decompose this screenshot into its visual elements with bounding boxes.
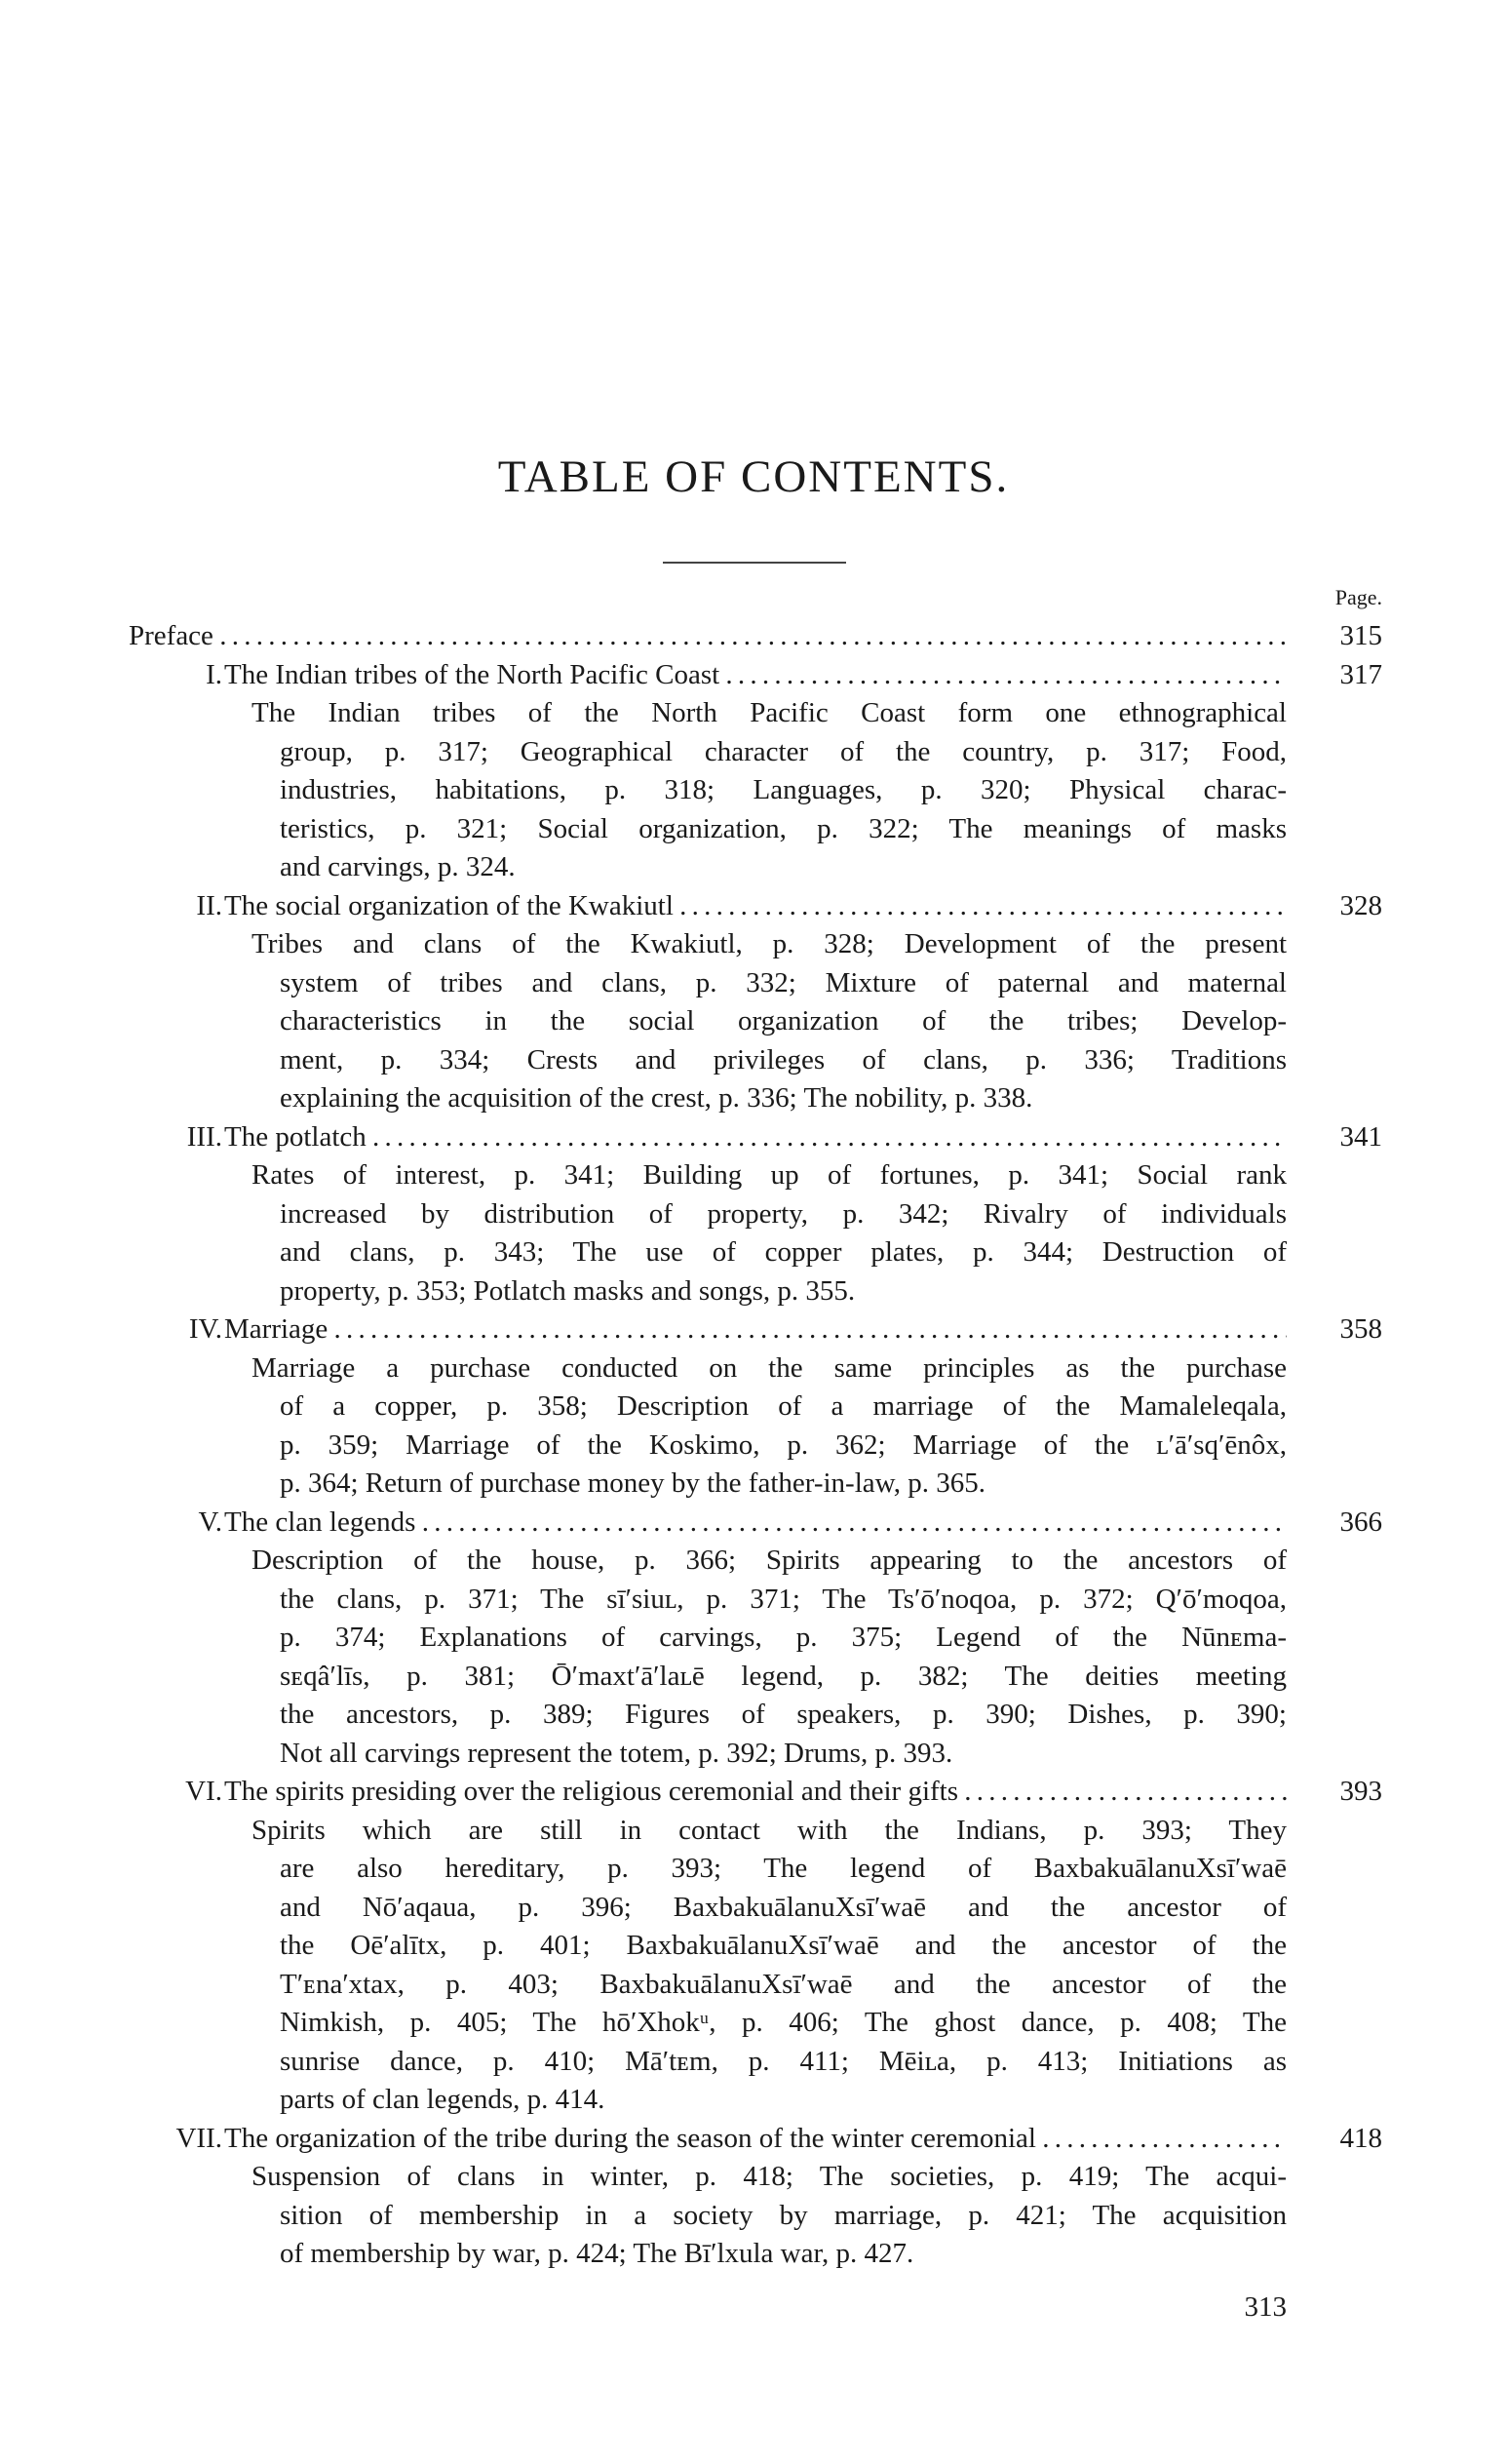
chapter-summary-line: and clans, p. 343; The use of copper plates, p. 344; Destruction of bbox=[280, 1236, 1287, 1268]
chapter-title: The social organization of the Kwakiutl . . . bbox=[224, 887, 1287, 926]
chapter-page: 315 bbox=[1339, 620, 1382, 651]
chapter-numeral: I. bbox=[206, 658, 222, 690]
chapter-summary-line: p. 359; Marriage of the Koskimo, p. 362; Marriage of the ʟ′ā′sq′ēnôx, bbox=[280, 1428, 1287, 1461]
chapter-numeral: VI. bbox=[185, 1776, 222, 1807]
chapter-summary-line: Rates of interest, p. 341; Building up of fortunes, p. 341; Social rank bbox=[251, 1159, 1287, 1191]
chapter-page: 341 bbox=[1339, 1120, 1382, 1153]
chapter-summary-line: sᴇqâ′līs, p. 381; Ō′maxt′ā′laʟē legend, p. 382; The deities meeting bbox=[280, 1660, 1287, 1692]
chapter-title: The clan legends . . . bbox=[224, 1504, 1287, 1543]
chapter-summary-line: explaining the acquisition of the crest, p. 336; The nobility, p. 338. bbox=[280, 1082, 1033, 1114]
chapter-summary-line: Description of the house, p. 366; Spirits appearing to the ancestors of bbox=[251, 1545, 1287, 1576]
chapter-title: The Indian tribes of the North Pacific Coast . . . bbox=[224, 656, 1287, 695]
chapter-summary-line: p. 374; Explanations of carvings, p. 375; Legend of the Nūnᴇma- bbox=[280, 1622, 1287, 1653]
chapter-page: 328 bbox=[1339, 889, 1382, 921]
chapter-summary-line: Marriage a purchase conducted on the same principles as the purchase bbox=[251, 1351, 1287, 1384]
chapter-summary-line: teristics, p. 321; Social organization, p. 322; The meanings of masks bbox=[280, 812, 1287, 844]
chapter-title: Preface . . . bbox=[129, 617, 1287, 656]
chapter-summary-line: are also hereditary, p. 393; The legend of BaxbakuālanuXsī′waē bbox=[280, 1853, 1287, 1884]
chapter-summary-line: the Oē′alītx, p. 401; BaxbakuālanuXsī′waē and the ancestor of the bbox=[280, 1930, 1287, 1961]
chapter-page: 418 bbox=[1339, 2122, 1382, 2154]
chapter-summary-line: sition of membership in a society by marriage, p. 421; The acquisition bbox=[280, 2199, 1287, 2231]
chapter-summary-line: of a copper, p. 358; Description of a marriage of the Mamaleleqala, bbox=[280, 1390, 1287, 1422]
chapter-numeral: III. bbox=[186, 1120, 222, 1153]
chapter-summary-line: system of tribes and clans, p. 332; Mixture of paternal and maternal bbox=[280, 966, 1287, 998]
chapter-title: The spirits presiding over the religious ceremonial and their gifts . . . bbox=[224, 1773, 1287, 1812]
chapter-summary-line: increased by distribution of property, p. 342; Rivalry of individuals bbox=[280, 1197, 1287, 1230]
chapter-summary-line: sunrise dance, p. 410; Mā′tᴇm, p. 411; Mēiʟa, p. 413; Initiations as bbox=[280, 2045, 1287, 2077]
chapter-summary-line: Suspension of clans in winter, p. 418; The societies, p. 419; The acqui- bbox=[251, 2161, 1287, 2192]
page-column-header: Page. bbox=[1334, 585, 1382, 609]
toc-entry bbox=[0, 617, 1507, 656]
chapter-numeral: II. bbox=[196, 889, 222, 921]
chapter-summary-line: characteristics in the social organization of the tribes; Develop- bbox=[280, 1005, 1287, 1036]
chapter-title: The organization of the tribe during the season of the winter ceremonial . . . bbox=[224, 2120, 1287, 2159]
chapter-summary-line: Nimkish, p. 405; The hō′Xhokᵘ, p. 406; The ghost dance, p. 408; The bbox=[280, 2007, 1287, 2038]
chapter-summary-line: the ancestors, p. 389; Figures of speakers, p. 390; Dishes, p. 390; bbox=[280, 1699, 1287, 1730]
chapter-summary-line: the clans, p. 371; The sī′siuʟ, p. 371; The Ts′ō′noqoa, p. 372; Q′ō′moqoa, bbox=[280, 1583, 1287, 1615]
chapter-summary-line: group, p. 317; Geographical character of the country, p. 317; Food, bbox=[280, 735, 1287, 767]
toc-entry bbox=[0, 2120, 1507, 2159]
chapter-summary-line: property, p. 353; Potlatch masks and songs, p. 355. bbox=[280, 1274, 856, 1307]
chapter-numeral: IV. bbox=[188, 1313, 222, 1345]
chapter-summary-line: ment, p. 334; Crests and privileges of clans, p. 336; Traditions bbox=[280, 1043, 1287, 1076]
chapter-summary-line: industries, habitations, p. 318; Languages, p. 320; Physical charac- bbox=[280, 774, 1287, 805]
chapter-page: 393 bbox=[1339, 1776, 1382, 1807]
title-rule bbox=[663, 562, 846, 564]
toc-entry bbox=[0, 1504, 1507, 1543]
chapter-summary-line: of membership by war, p. 424; The Bī′lxula war, p. 427. bbox=[280, 2238, 914, 2269]
chapter-summary-line: p. 364; Return of purchase money by the father-in-law, p. 365. bbox=[280, 1467, 985, 1499]
table-of-contents bbox=[0, 617, 1507, 2274]
toc-entry bbox=[0, 1118, 1507, 1157]
chapter-summary-line: The Indian tribes of the North Pacific Coast form one ethnographical bbox=[251, 697, 1287, 728]
page-number: 313 bbox=[1244, 2291, 1287, 2323]
chapter-summary-line: parts of clan legends, p. 414. bbox=[280, 2084, 605, 2115]
chapter-summary-line: Spirits which are still in contact with the Indians, p. 393; They bbox=[251, 1814, 1287, 1846]
chapter-page: 366 bbox=[1339, 1506, 1382, 1538]
page-title: TABLE OF CONTENTS. bbox=[497, 451, 1010, 502]
chapter-title: Marriage . . . bbox=[224, 1310, 1287, 1349]
chapter-page: 317 bbox=[1339, 658, 1382, 690]
chapter-summary-line: and carvings, p. 324. bbox=[280, 851, 516, 882]
chapter-numeral: VII. bbox=[175, 2122, 222, 2154]
chapter-title: The potlatch . . . bbox=[224, 1118, 1287, 1157]
toc-entry bbox=[0, 656, 1507, 695]
chapter-summary-line: and Nō′aqaua, p. 396; BaxbakuālanuXsī′waē and the ancestor of bbox=[280, 1891, 1287, 1923]
chapter-summary-line: T′ᴇna′xtax, p. 403; BaxbakuālanuXsī′waē and the ancestor of the bbox=[280, 1968, 1287, 2000]
chapter-summary-line: Not all carvings represent the totem, p. 392; Drums, p. 393. bbox=[280, 1737, 953, 1769]
toc-entry bbox=[0, 1310, 1507, 1349]
chapter-summary-line: Tribes and clans of the Kwakiutl, p. 328; Development of the present bbox=[251, 928, 1287, 959]
chapter-numeral: V. bbox=[198, 1506, 222, 1538]
toc-entry bbox=[0, 1773, 1507, 1812]
toc-entry bbox=[0, 887, 1507, 926]
chapter-page: 358 bbox=[1339, 1313, 1382, 1345]
